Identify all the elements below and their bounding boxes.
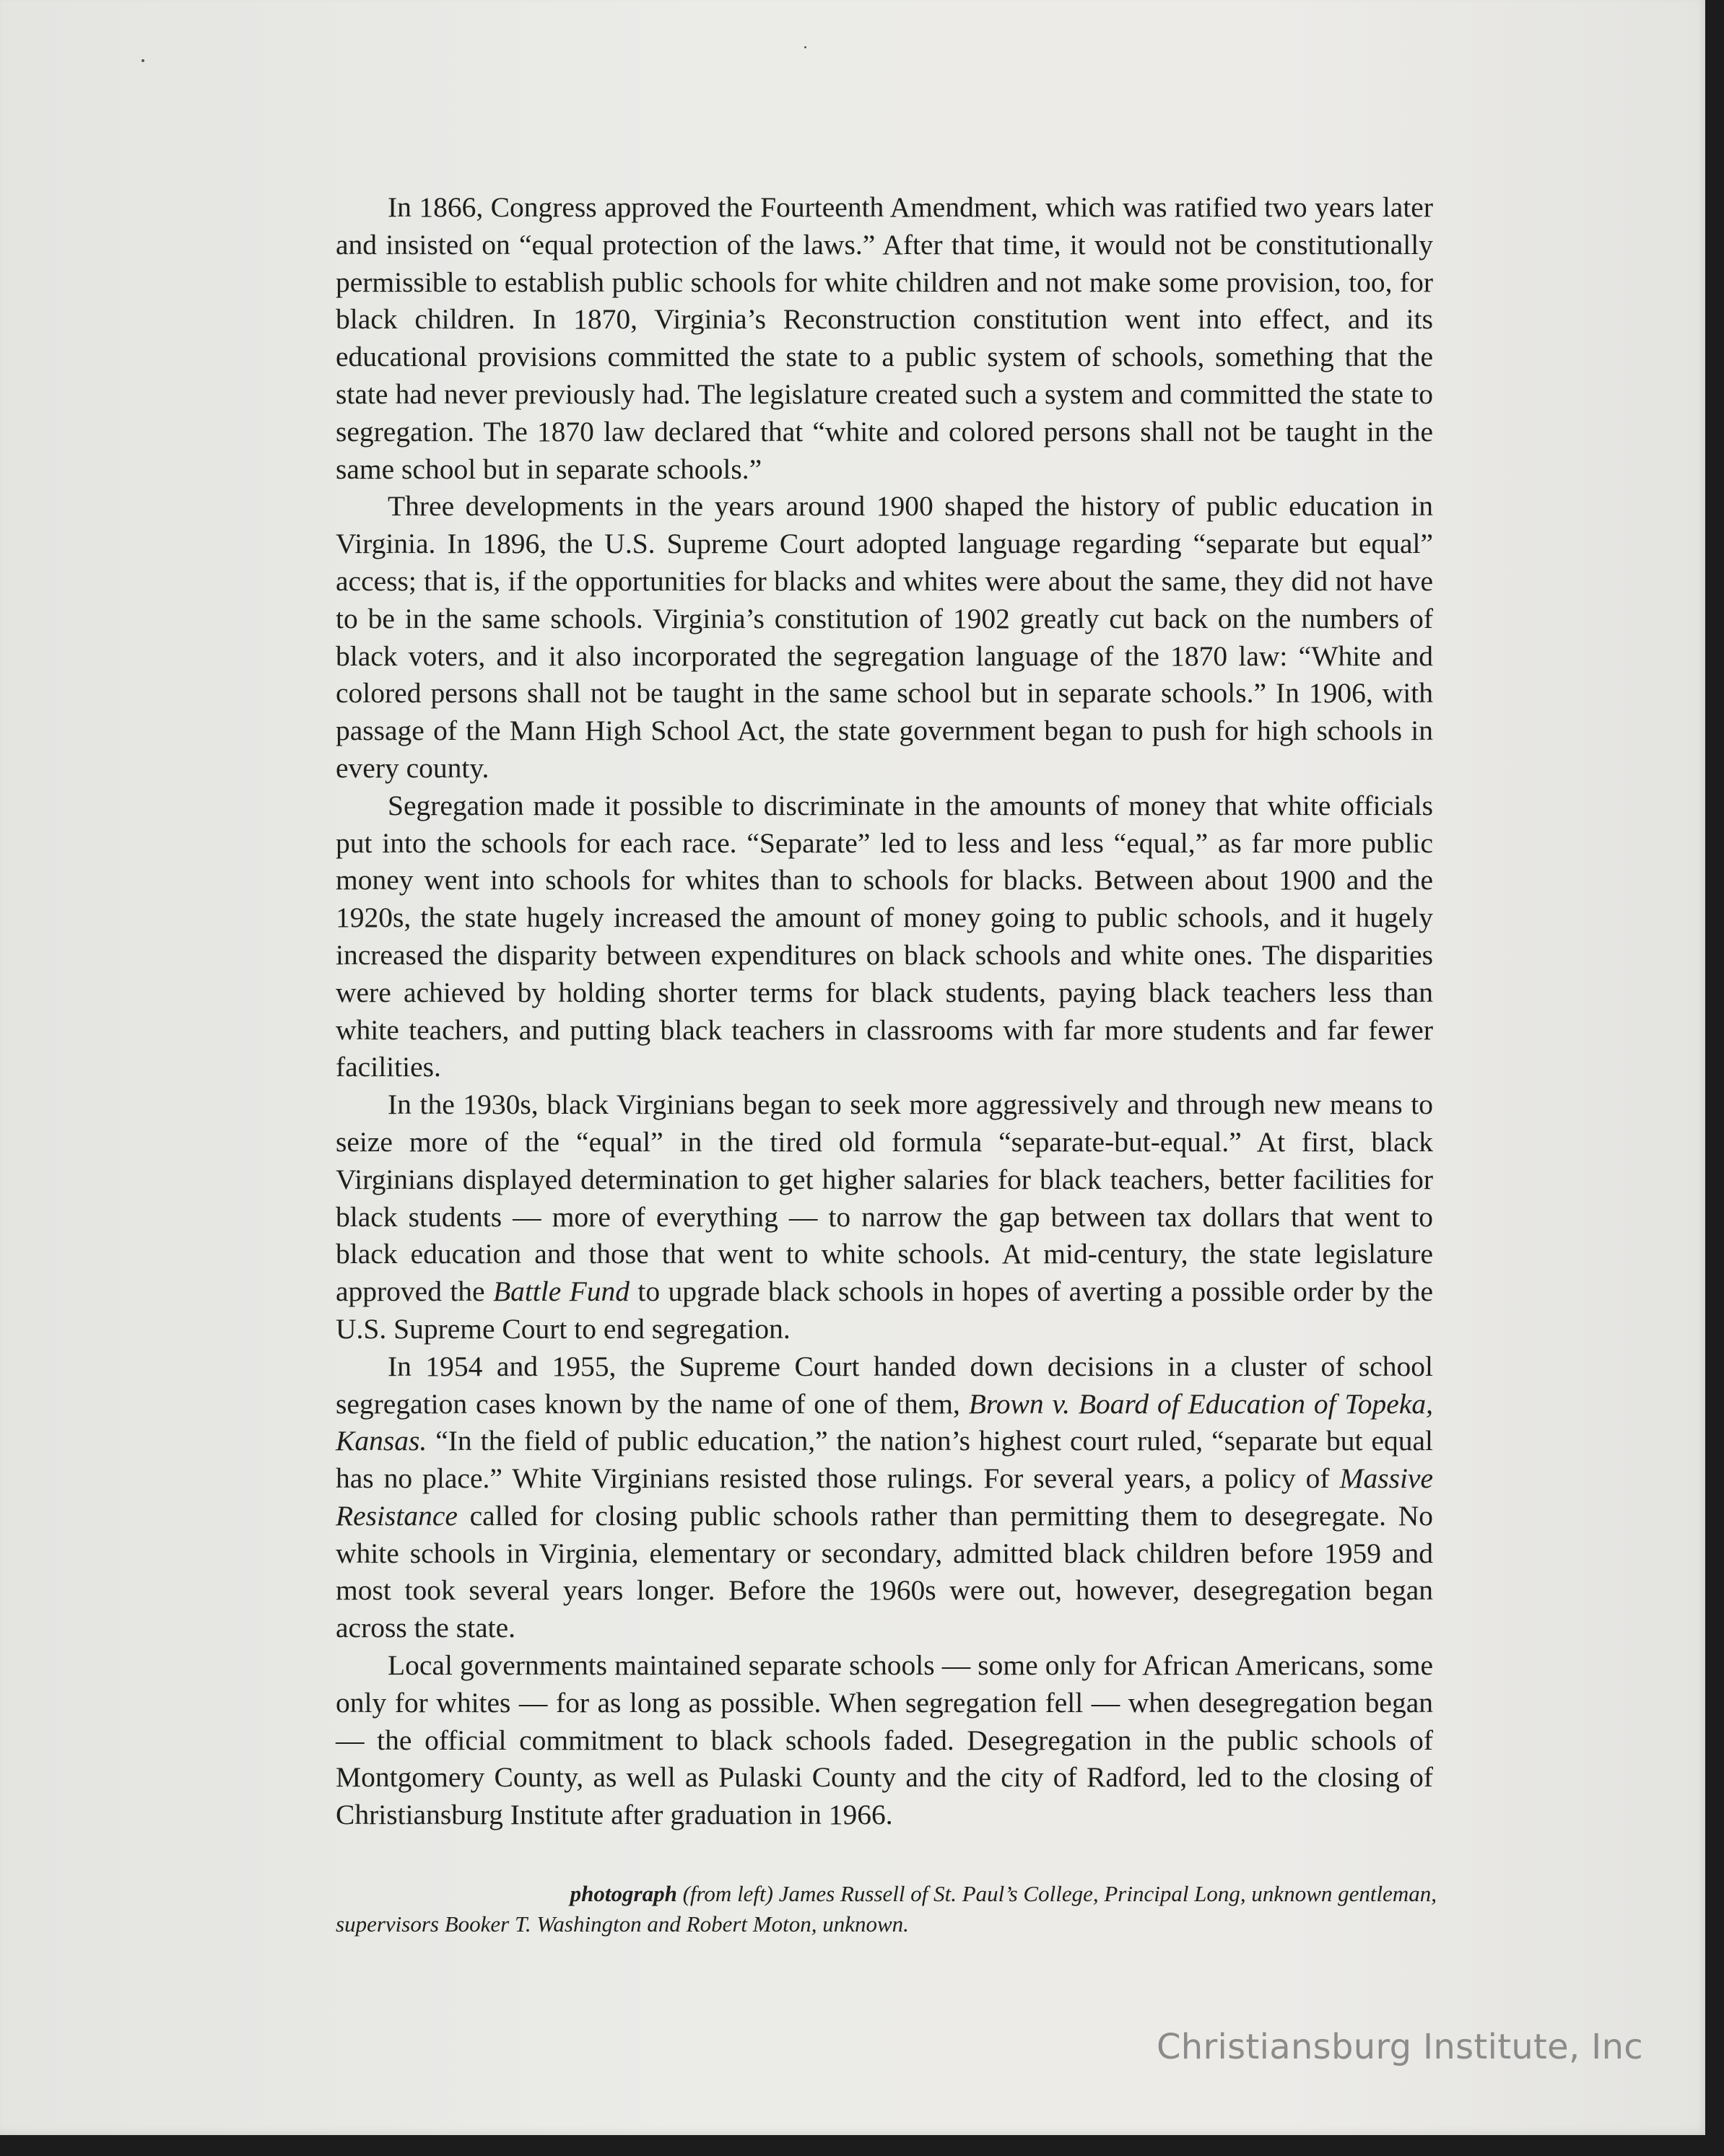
paragraph-brown-v-board: In 1954 and 1955, the Supreme Court handed down decisions in a cluster of school segregation cases known by the name of one of them, Brown v. Board of Education of Topeka, Kansas. “In the field of public education,” the nation’s highest court ruled, “separate but equal has no place.” White Virginians resisted those rulings. For several years, a policy of Massive Resistance called for closing public schools rather than permitting them to desegregate. No white schools in Virginia, elementary or secondary, admitted black children before 1959 and most took several years longer. Before the 1960s were out, however, desegregation began across the state.: [336, 1350, 1433, 1644]
article-body: [336, 189, 1433, 1834]
case-name: Brown v. Board of Education of Topeka, Kansas.: [336, 1387, 1433, 1457]
battle-fund-term: Battle Fund: [492, 1275, 630, 1308]
caption-label: photograph: [570, 1881, 677, 1906]
paragraph-1930s: In the 1930s, black Virginians began to seek more aggressively and through new means to seize more of the “equal” in the tired old formula “separate-but-equal.” At first, black Virginians displayed determination to get higher salaries for black teachers, better facilities for black students — more of everything — to narrow the gap between tax dollars that went to black education and those that went to white schools. At mid-century, the state legislature approved the Battle Fund to upgrade black schools in hopes of averting a possible order by the U.S. Supreme Court to end segregation.: [336, 1088, 1433, 1345]
paragraph-fourteenth-amendment: In 1866, Congress approved the Fourteenth Amendment, which was ratified two years later and insisted on “equal protection of the laws.” After that time, it would not be constitutionally permissible to establish public schools for white children and not make some provision, too, for black children. In 1870, Virginia’s Reconstruction constitution went into effect, and its educational provisions committed the state to a public system of schools, something that the state had never previously had. The legislature created such a system and committed the state to segregation. The 1870 law declared that “white and colored persons shall not be taught in the same school but in separate schools.”: [336, 191, 1433, 485]
paragraph-developments-1900: Three developments in the years around 1900 shaped the history of public education in Virginia. In 1896, the U.S. Supreme Court adopted language regarding “separate but equal” access; that is, if the opportunities for blacks and whites were about the same, they did not have to be in the same schools. Virginia’s constitution of 1902 greatly cut back on the numbers of black voters, and it also incorporated the segregation language of the 1870 law: “White and colored persons shall not be taught in the same school but in separate schools.” In 1906, with passage of the Mann High School Act, the state government began to push for high schools in every county.: [336, 490, 1433, 784]
dust-speck: [804, 46, 806, 48]
dust-speck: [142, 59, 144, 62]
photo-caption: [336, 1879, 1437, 1939]
paragraph-funding-disparity: Segregation made it possible to discriminate in the amounts of money that white officials put into the schools for each race. “Separate” led to less and less “equal,” as far more public money went into schools for whites than to schools for blacks. Between about 1900 and the 1920s, the state hugely increased the amount of money going to public schools, and it hugely increased the disparity between expenditures on black schools and white ones. The disparities were achieved by holding shorter terms for black students, paying black teachers less than white teachers, and putting black teachers in classrooms with far more students and far fewer facilities.: [336, 789, 1433, 1083]
massive-resistance-term: Massive Resistance: [336, 1462, 1433, 1532]
paragraph-closing: Local governments maintained separate schools — some only for African Americans, some only for whites — for as long as possible. When segregation fell — when desegregation began — the official commitment to black schools faded. Desegregation in the public schools of Montgomery County, as well as Pulaski County and the city of Radford, led to the closing of Christiansburg Institute after graduation in 1966.: [336, 1649, 1433, 1831]
watermark: Christiansburg Institute, Inc: [1156, 2027, 1643, 2067]
caption-line-2: supervisors Booker T. Washington and Robert Moton, unknown.: [336, 1911, 909, 1937]
caption-line-1: (from left) James Russell of St. Paul’s College, Principal Long, unknown gentleman,: [676, 1881, 1437, 1906]
